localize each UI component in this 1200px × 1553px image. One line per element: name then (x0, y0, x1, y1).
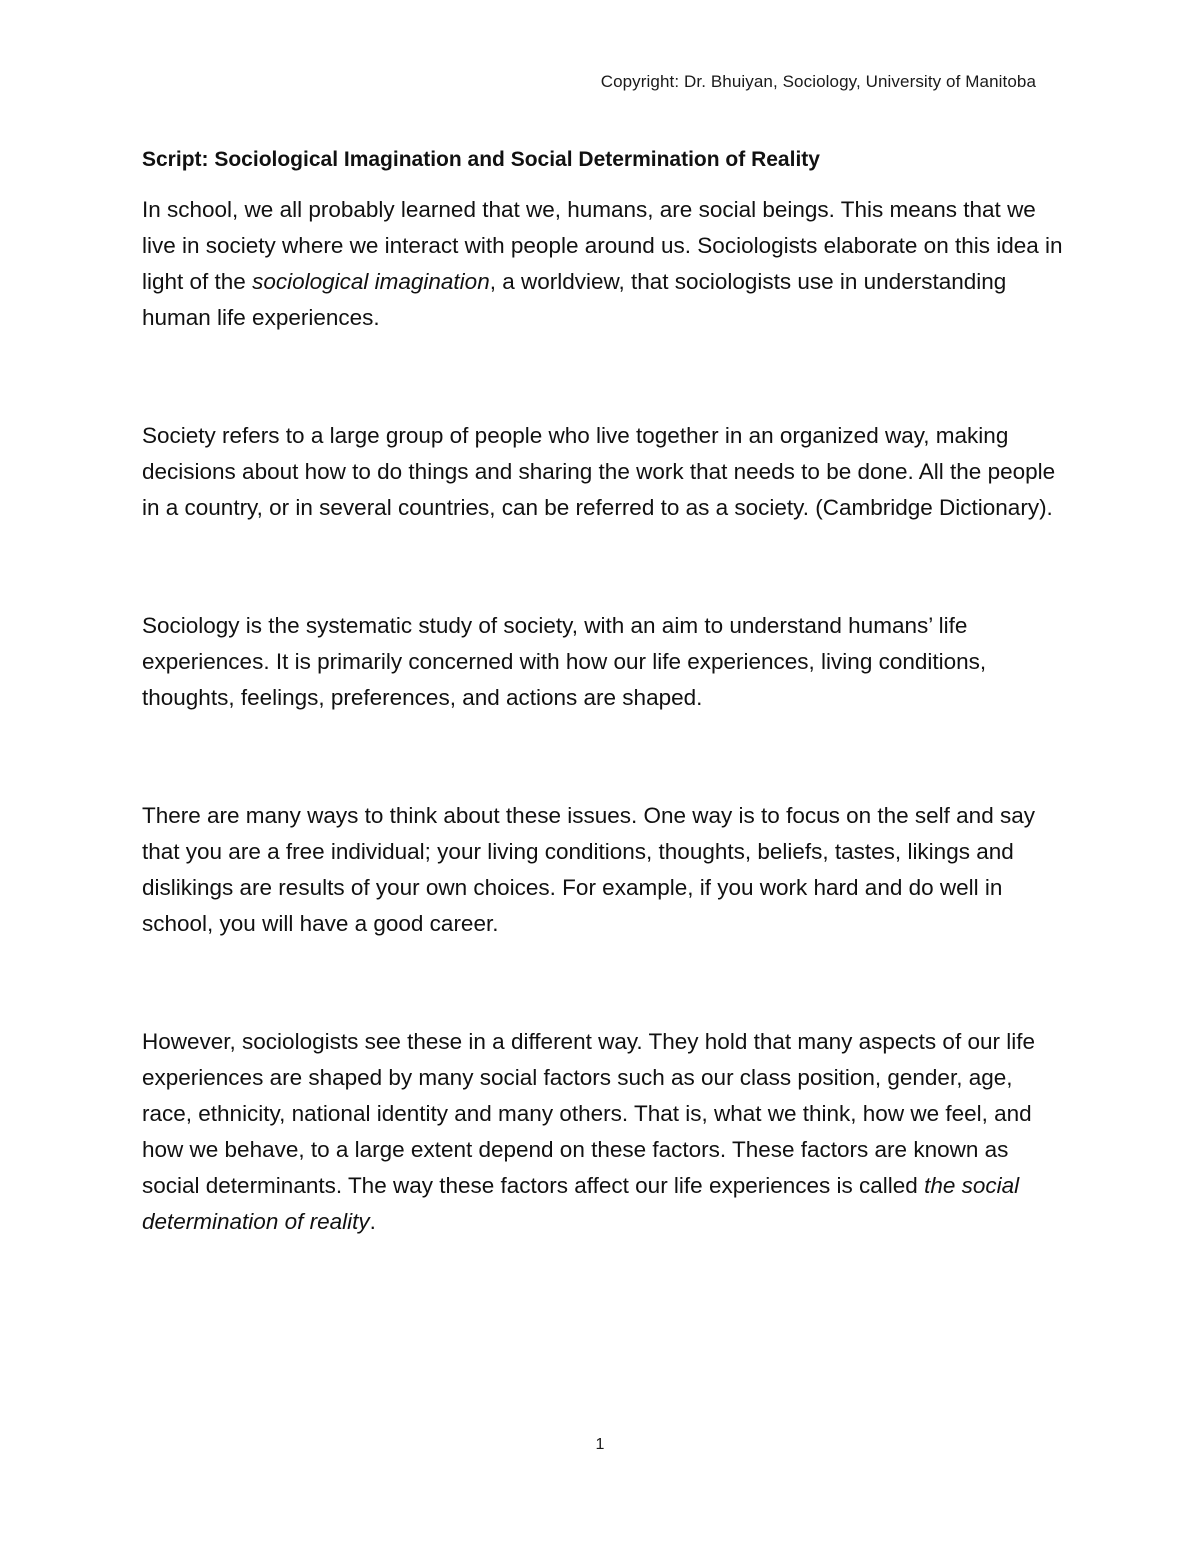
paragraph-text: . (369, 1209, 376, 1234)
document-body (142, 142, 1067, 1240)
paragraph-social-beings (142, 192, 1067, 336)
emphasis-social-determination: the social determination of reality (142, 1173, 1020, 1234)
paragraph-social-determinants (142, 1024, 1067, 1240)
paragraph-individual-view: There are many ways to think about these issues. One way is to focus on the self and say that you are a free individual; your living conditions, thoughts, beliefs, tastes, likings and dislikings are results of your own choices. For example, if you work hard and do well in school, you will have a good career. (142, 803, 1035, 936)
document-title: Script: Sociological Imagination and Social Determination of Reality (142, 148, 820, 171)
paragraph-society-definition: Society refers to a large group of people who live together in an organized way, making decisions about how to do things and sharing the work that needs to be done. All the people in a country, or in several countries, can be referred to as a society. (Cambridge Dictionary). (142, 423, 1056, 520)
page-number: 1 (595, 1436, 605, 1453)
emphasis-sociological-imagination: sociological imagination (252, 269, 490, 294)
paragraph-text: However, sociologists see these in a different way. They hold that many aspects of our life experiences are shaped by many social factors such as our class position, gender, age, race, ethnicity, national identity and many others. That is, what we think, how we feel, and how we behave, to a large extent depend on these factors. These factors are known as social determinants. The way these factors affect our life experiences is called (142, 1029, 1035, 1198)
paragraph-text: In school, we all probably learned that we, humans, are social beings. This means that we live in society where we interact with people around us. Sociologists elaborate on this idea in light of the (142, 197, 1063, 294)
paragraph-sociology-definition: Sociology is the systematic study of society, with an aim to understand humans’ life experiences. It is primarily concerned with how our life experiences, living conditions, thoughts, feelings, preferences, and actions are shaped. (142, 613, 987, 710)
paragraph-text: , a worldview, that sociologists use in understanding human life experiences. (142, 269, 1007, 330)
copyright-header: Copyright: Dr. Bhuiyan, Sociology, University of Manitoba (600, 72, 1036, 91)
